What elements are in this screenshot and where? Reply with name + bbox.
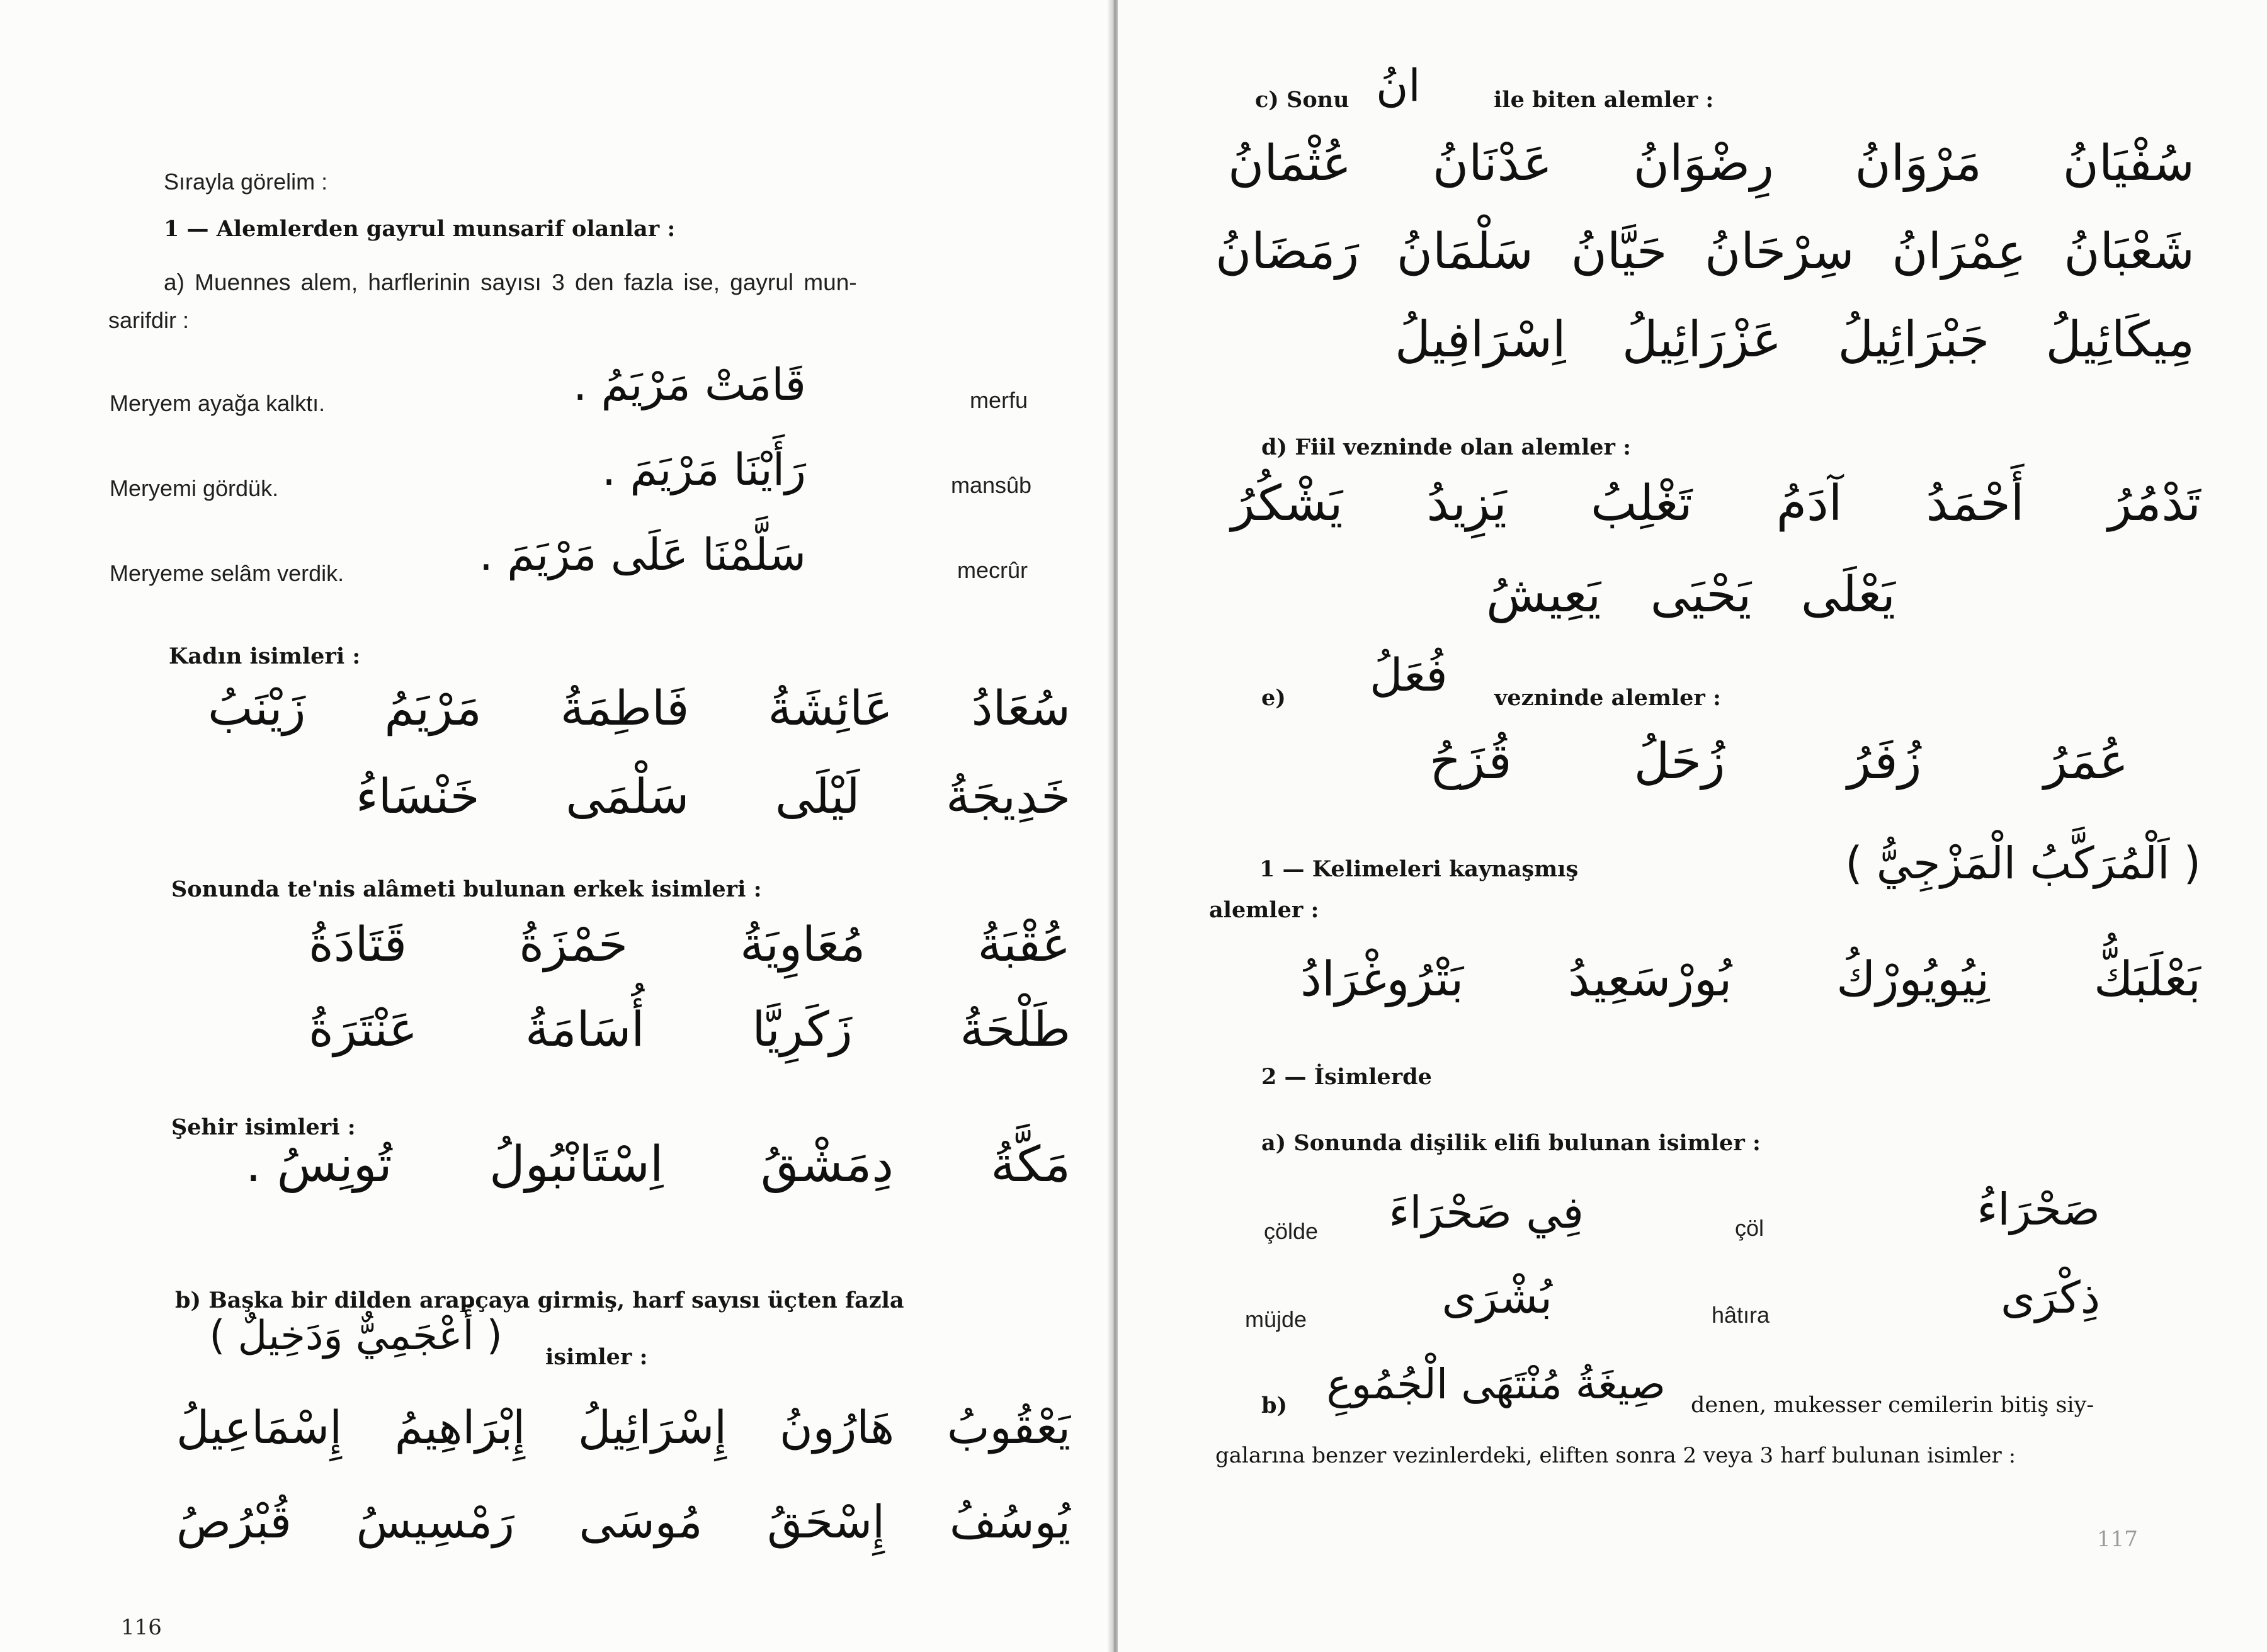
arabic-name: فَاطِمَةُ bbox=[560, 680, 690, 736]
rule-b-line2: isimler : bbox=[545, 1344, 648, 1370]
arabic-name: تَغْلِبُ bbox=[1590, 475, 1693, 532]
arabic-name: عِمْرَانُ bbox=[1892, 223, 2026, 280]
arabic-name: سَلْمَى bbox=[565, 768, 690, 824]
arabic-name: اِسْتَانْبُولُ bbox=[489, 1136, 664, 1193]
arabic-name: زَكَرِيَّا bbox=[752, 1001, 853, 1057]
arabic-name: مَكَّةُ bbox=[991, 1136, 1071, 1193]
word-turkish: hâtıra bbox=[1712, 1302, 1770, 1328]
c-label: c) Sonu bbox=[1255, 87, 1349, 113]
example-turkish: Meryem ayağa kalktı. bbox=[110, 390, 326, 416]
section-heading-1: 1 — Alemlerden gayrul munsarif olanlar : bbox=[164, 216, 676, 242]
arabic-name: إِبْرَاهِيمُ bbox=[394, 1401, 526, 1454]
example-arabic: قَامَتْ مَرْيَمُ . bbox=[573, 359, 806, 410]
fuel-names-row bbox=[1429, 733, 2128, 790]
arabic-name: عَزْرَائِيلُ bbox=[1622, 312, 1782, 368]
verb-pattern-names-row bbox=[1231, 475, 2201, 532]
example-case: merfu bbox=[970, 387, 1028, 413]
an-names-row bbox=[1215, 223, 2195, 280]
arabic-name: بَتْرُوغْرَادُ bbox=[1300, 951, 1464, 1007]
kadin-names-row bbox=[208, 680, 1071, 736]
word-turkish: müjde bbox=[1245, 1306, 1307, 1332]
erkek-heading: Sonunda te'nis alâmeti bulunan erkek isimleri : bbox=[171, 876, 762, 902]
right-page bbox=[1118, 0, 2267, 1652]
arabic-name: سُفْيَانُ bbox=[2062, 135, 2195, 192]
rule-a-line2: sarifdir : bbox=[108, 307, 190, 333]
section-heading-1-compound-cont: alemler : bbox=[1209, 897, 1319, 923]
arabic-name: إِسْرَائِيلُ bbox=[577, 1401, 727, 1454]
foreign-names-row bbox=[176, 1401, 1071, 1454]
arabic-name: خَدِيجَةُ bbox=[946, 768, 1071, 824]
arabic-name: عُمَرُ bbox=[2043, 733, 2128, 790]
arabic-name: مَرْوَانُ bbox=[1855, 135, 1982, 192]
an-names-row bbox=[1228, 135, 2195, 192]
arabic-name: يَعْقُوبُ bbox=[946, 1401, 1071, 1454]
arabic-name: يَشْكُرُ bbox=[1231, 475, 1343, 532]
arabic-name: عَدْنَانُ bbox=[1432, 135, 1553, 192]
arabic-name: زُفَرُ bbox=[1847, 733, 1922, 790]
arabic-name: نِيُويُورْكُ bbox=[1836, 951, 1990, 1007]
verb-pattern-names-row bbox=[1486, 567, 1895, 623]
section-heading-2: 2 — İsimlerde bbox=[1261, 1064, 1432, 1090]
arabic-name: زُحَلُ bbox=[1633, 733, 1725, 790]
c-rest: ile biten alemler : bbox=[1494, 87, 1714, 113]
e-rest: vezninde alemler : bbox=[1494, 685, 1721, 711]
d-heading: d) Fiil vezninde olan alemler : bbox=[1261, 434, 1632, 460]
arabic-name: قُبْرُصُ bbox=[176, 1495, 292, 1548]
arabic-name: تَدْمُرُ bbox=[2108, 475, 2201, 532]
b-arabic: صِيغَةُ مُنْتَهَى الْجُمُوعِ bbox=[1326, 1360, 1666, 1408]
example-arabic: سَلَّمْنَا عَلَى مَرْيَمَ . bbox=[479, 529, 806, 580]
arabic-name: سَلْمَانُ bbox=[1396, 223, 1534, 280]
arabic-name: عُثْمَانُ bbox=[1228, 135, 1352, 192]
example-case: mecrûr bbox=[957, 557, 1028, 583]
left-page bbox=[0, 0, 1111, 1652]
arabic-name: إِسْحَقُ bbox=[767, 1495, 885, 1548]
c-arabic: انُ bbox=[1376, 60, 1421, 111]
rule-a-line1: a) Muennes alem, harflerinin sayısı 3 den fazla ise, gayrul mun- bbox=[164, 269, 857, 295]
page-number: 117 bbox=[2097, 1527, 2138, 1552]
arabic-name: حَيَّانُ bbox=[1571, 223, 1668, 280]
sehir-names-row bbox=[246, 1136, 1071, 1193]
arabic-name: رَمْسِيسُ bbox=[356, 1495, 514, 1548]
page-number: 116 bbox=[121, 1615, 162, 1640]
arabic-name: تُونِسُ . bbox=[246, 1136, 392, 1193]
arabic-name: عَنْتَرَةُ bbox=[309, 1001, 418, 1057]
arabic-name: خَنْسَاءُ bbox=[356, 768, 480, 824]
foreign-names-row bbox=[176, 1495, 1071, 1548]
example-arabic: رَأَيْنَا مَرْيَمَ . bbox=[601, 444, 806, 495]
example-case: mansûb bbox=[951, 472, 1032, 498]
arabic-name: قَتَادَةُ bbox=[309, 916, 407, 972]
arabic-name: قُزَحُ bbox=[1429, 733, 1512, 790]
kadin-names-row bbox=[356, 768, 1071, 824]
arabic-name: عَائِشَةُ bbox=[768, 680, 893, 736]
rule-b-arabic: ( أَعْجَمِيٌّ وَدَخِيلٌ ) bbox=[209, 1313, 503, 1359]
erkek-names-row bbox=[309, 916, 1071, 972]
arabic-name: زَيْنَبُ bbox=[208, 680, 306, 736]
word-arabic: بُشْرَى bbox=[1441, 1272, 1552, 1323]
arabic-name: جَبْرَائِيلُ bbox=[1838, 312, 1990, 368]
arabic-name: أَحْمَدُ bbox=[1926, 475, 2025, 532]
arabic-name: آدَمُ bbox=[1776, 475, 1843, 532]
a-heading: a) Sonunda dişilik elifi bulunan isimler : bbox=[1261, 1130, 1761, 1156]
arabic-name: يَعْلَى bbox=[1800, 567, 1895, 623]
compound-names-row bbox=[1300, 951, 2201, 1007]
k1-arabic: ( اَلْمُرَكَّبُ الْمَزْجِيُّ ) bbox=[1845, 837, 2201, 889]
arabic-name: سُعَادُ bbox=[971, 680, 1071, 736]
arabic-name: يَعِيشُ bbox=[1486, 567, 1601, 623]
example-turkish: Meryemi gördük. bbox=[110, 475, 279, 501]
arabic-name: شَعْبَانُ bbox=[2064, 223, 2195, 280]
word-arabic: فِي صَحْرَاءَ bbox=[1389, 1187, 1584, 1238]
b-label: b) bbox=[1261, 1393, 1288, 1418]
word-arabic: ذِكْرَى bbox=[2001, 1272, 2100, 1323]
arabic-name: رِضْوَانُ bbox=[1633, 135, 1774, 192]
arabic-name: اِسْرَافِيلُ bbox=[1395, 312, 1566, 368]
arabic-name: طَلْحَةُ bbox=[960, 1001, 1071, 1057]
intro-text: Sırayla görelim : bbox=[164, 169, 328, 195]
arabic-name: مُوسَى bbox=[579, 1495, 703, 1548]
arabic-name: مُعَاوِيَةُ bbox=[740, 916, 866, 972]
arabic-name: يُوسُفُ bbox=[949, 1495, 1071, 1548]
e-label: e) bbox=[1261, 685, 1286, 711]
word-turkish: çöl bbox=[1735, 1215, 1764, 1241]
arabic-name: عُقْبَةُ bbox=[977, 916, 1071, 972]
arabic-name: حَمْزَةُ bbox=[519, 916, 628, 972]
word-turkish: çölde bbox=[1264, 1218, 1319, 1244]
arabic-name: يَحْيَى bbox=[1650, 567, 1752, 623]
arabic-name: رَمَضَانُ bbox=[1215, 223, 1360, 280]
arabic-name: بُورْسَعِيدُ bbox=[1568, 951, 1732, 1007]
arabic-name: لَيْلَى bbox=[775, 768, 860, 824]
arabic-name: إِسْمَاعِيلُ bbox=[176, 1401, 343, 1454]
arabic-name: يَزِيدُ bbox=[1426, 475, 1507, 532]
arabic-name: بَعْلَبَكُّ bbox=[2094, 951, 2201, 1007]
section-heading-1-compound: 1 — Kelimeleri kaynaşmış bbox=[1259, 856, 1579, 882]
b-rest: denen, mukesser cemilerin bitiş siy- bbox=[1691, 1393, 2094, 1418]
arabic-name: سِرْحَانُ bbox=[1704, 223, 1855, 280]
kadin-heading: Kadın isimleri : bbox=[169, 643, 361, 669]
b-line2: galarına benzer vezinlerdeki, eliften sonra 2 veya 3 harf bulunan isimler : bbox=[1215, 1443, 2016, 1468]
arabic-name: دِمَشْقُ bbox=[760, 1136, 894, 1193]
an-names-row bbox=[1395, 312, 2195, 368]
rule-b-line1: b) Başka bir dilden arapçaya girmiş, harf sayısı üçten fazla bbox=[175, 1287, 904, 1313]
erkek-names-row bbox=[309, 1001, 1071, 1057]
arabic-name: أُسَامَةُ bbox=[525, 1001, 645, 1057]
word-arabic: صَحْرَاءُ bbox=[1977, 1184, 2100, 1235]
arabic-name: مِيكَائِيلُ bbox=[2045, 312, 2195, 368]
example-turkish: Meryeme selâm verdik. bbox=[110, 560, 344, 586]
arabic-name: هَارُونُ bbox=[779, 1401, 895, 1454]
sehir-heading: Şehir isimleri : bbox=[171, 1114, 356, 1140]
e-arabic: فُعَلُ bbox=[1370, 648, 1448, 701]
arabic-name: مَرْيَمُ bbox=[384, 680, 482, 736]
